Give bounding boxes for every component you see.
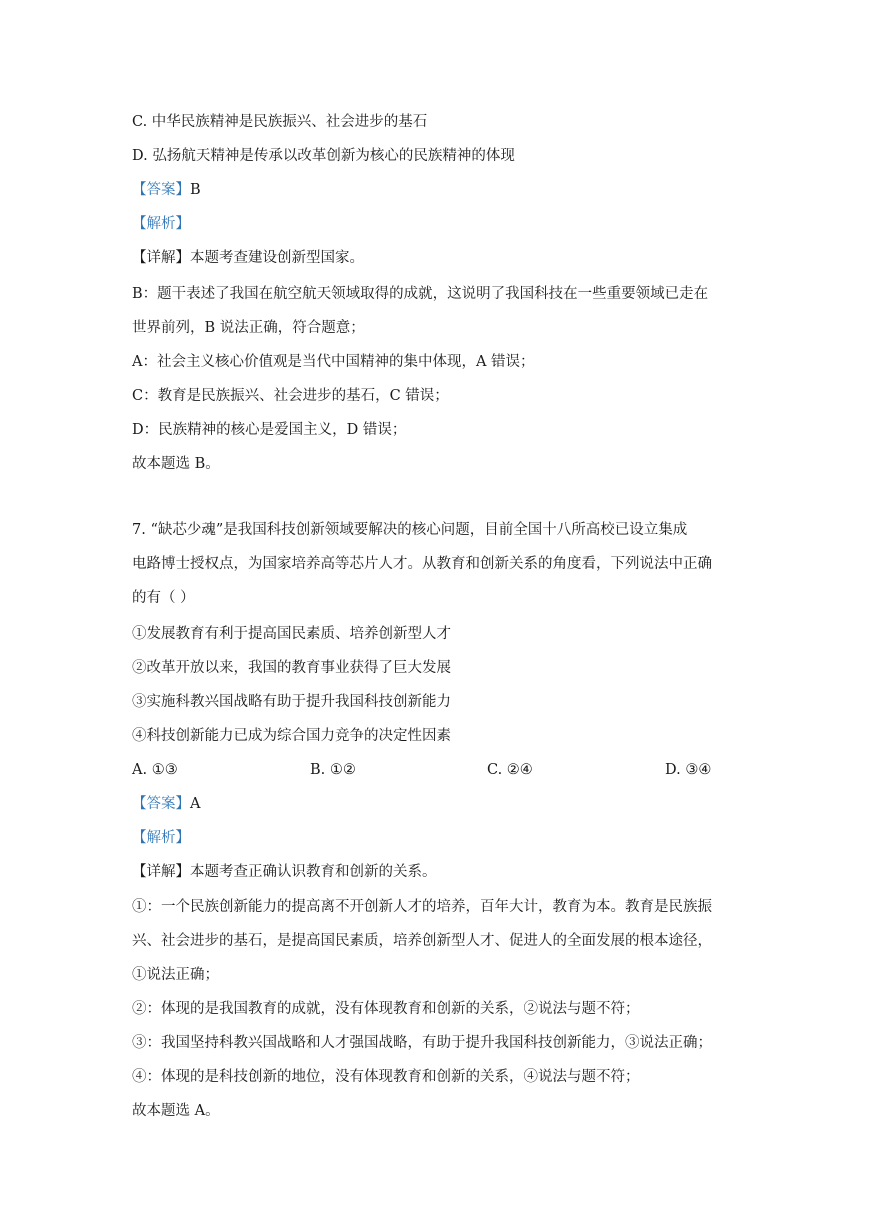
q7-answer-value: A bbox=[190, 796, 201, 812]
q6-explanation-line: A：社会主义核心价值观是当代中国精神的集中体现，A 错误； bbox=[132, 354, 535, 370]
q6-conclusion: 故本题选 B。 bbox=[132, 456, 220, 472]
q7-statement-4: ④科技创新能力已成为综合国力竞争的决定性因素 bbox=[132, 728, 451, 744]
q7-option-a: A. ①③ bbox=[132, 762, 178, 778]
q7-statement-2: ②改革开放以来，我国的教育事业获得了巨大发展 bbox=[132, 660, 451, 676]
q6-analysis-label bbox=[132, 214, 742, 234]
q6-explanation-line: D：民族精神的核心是爱国主义，D 错误； bbox=[132, 422, 407, 438]
q6-explanation-line: 世界前列，B 说法正确，符合题意； bbox=[132, 320, 365, 336]
q6-answer-value: B bbox=[190, 182, 201, 198]
q7-detail bbox=[132, 862, 742, 882]
q7-stem-line: 7. “缺芯少魂”是我国科技创新领域要解决的核心问题，目前全国十八所高校已设立集成 bbox=[132, 522, 688, 538]
q7-answer bbox=[132, 794, 742, 814]
q7-explanation-line: 兴、社会进步的基石，是提高国民素质，培养创新型人才、促进人的全面发展的根本途径， bbox=[132, 933, 712, 949]
q7-option-c: C. ②④ bbox=[487, 762, 533, 778]
q7-stem-line: 电路博士授权点，为国家培养高等芯片人才。从教育和创新关系的角度看，下列说法中正确 bbox=[132, 556, 712, 572]
q7-option-b: B. ①② bbox=[310, 762, 356, 778]
q7-explanation-line: ③：我国坚持科教兴国战略和人才强国战略，有助于提升我国科技创新能力，③说法正确； bbox=[132, 1035, 712, 1051]
q7-detail-label: 【详解】 bbox=[132, 864, 190, 880]
q7-statement-1: ①发展教育有利于提高国民素质、培养创新型人才 bbox=[132, 626, 451, 642]
q7-statement-3: ③实施科教兴国战略有助于提升我国科技创新能力 bbox=[132, 694, 451, 710]
q6-answer-label: 【答案】 bbox=[132, 182, 190, 198]
q6-option-d: D. 弘扬航天精神是传承以改革创新为核心的民族精神的体现 bbox=[132, 148, 515, 164]
q6-explanation-line: B：题干表述了我国在航空航天领域取得的成就，这说明了我国科技在一些重要领域已走在 bbox=[132, 286, 709, 302]
q7-option-d: D. ③④ bbox=[665, 762, 712, 778]
q7-explanation-line: ①说法正确； bbox=[132, 967, 219, 983]
q6-analysis-tag: 【解析】 bbox=[132, 216, 190, 232]
q7-explanation-line: ①：一个民族创新能力的提高离不开创新人才的培养，百年大计，教育为本。教育是民族振 bbox=[132, 899, 712, 915]
q6-explanation-line: C：教育是民族振兴、社会进步的基石，C 错误； bbox=[132, 388, 449, 404]
q7-conclusion: 故本题选 A。 bbox=[132, 1103, 220, 1119]
q7-explanation-line: ②：体现的是我国教育的成就，没有体现教育和创新的关系，②说法与题不符； bbox=[132, 1001, 640, 1017]
q7-stem-line: 的有（ ） bbox=[132, 590, 195, 606]
q7-analysis-tag: 【解析】 bbox=[132, 830, 190, 846]
q6-detail-label: 【详解】 bbox=[132, 250, 190, 266]
q7-explanation-line: ④：体现的是科技创新的地位，没有体现教育和创新的关系，④说法与题不符； bbox=[132, 1069, 640, 1085]
q6-answer bbox=[132, 180, 742, 200]
q7-answer-label: 【答案】 bbox=[132, 796, 190, 812]
q6-detail bbox=[132, 248, 742, 268]
q6-detail-text: 本题考查建设创新型国家。 bbox=[190, 250, 364, 266]
q6-option-c: C. 中华民族精神是民族振兴、社会进步的基石 bbox=[132, 114, 428, 130]
q7-analysis-label bbox=[132, 828, 742, 848]
q7-detail-text: 本题考查正确认识教育和创新的关系。 bbox=[190, 864, 437, 880]
